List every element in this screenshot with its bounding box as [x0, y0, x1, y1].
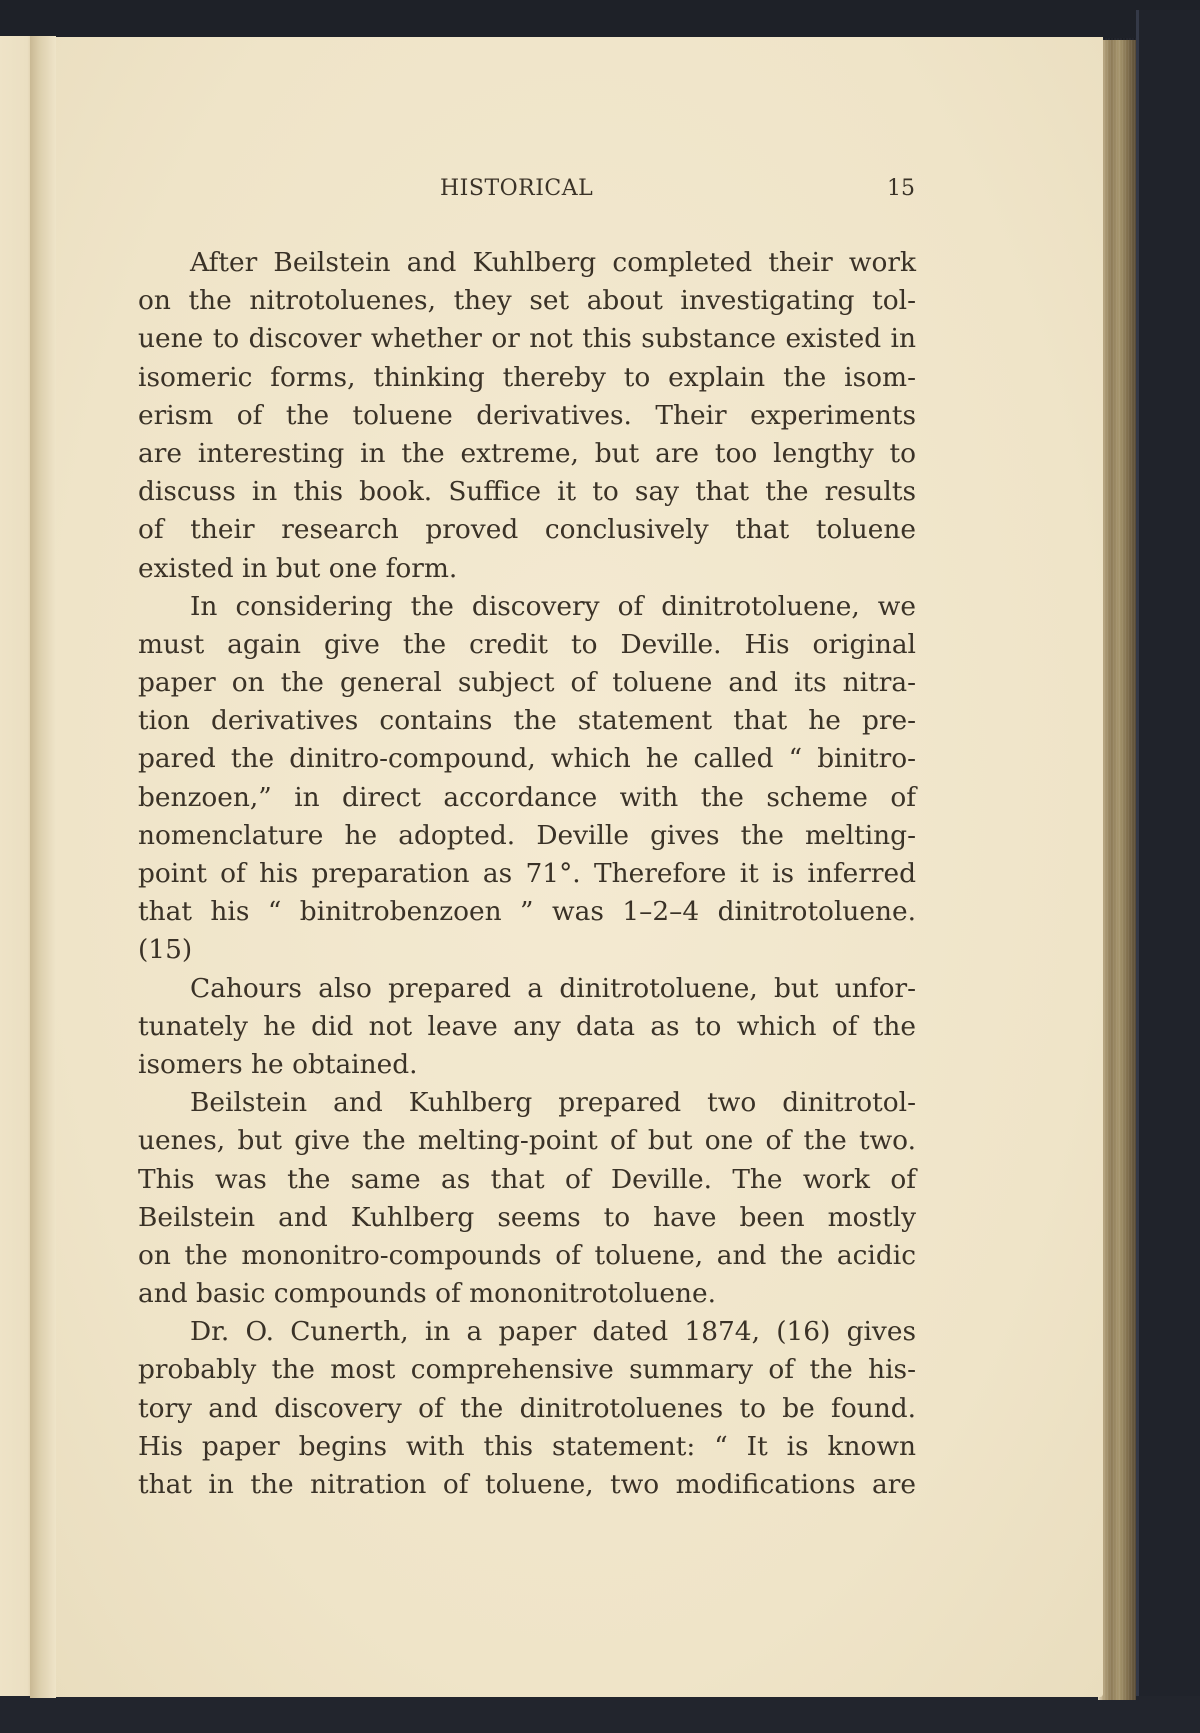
text-line: His paper begins with this statement: “ It is known: [138, 1430, 916, 1462]
text-line: tunately he did not leave any data as to which of the: [138, 1010, 916, 1042]
paragraph: [138, 588, 916, 970]
text-line: In considering the discovery of dinitrotoluene, we: [190, 590, 916, 622]
text-line: tory and discovery of the dinitrotoluenes to be found.: [138, 1392, 916, 1424]
book-gutter: [30, 36, 56, 1698]
text-line: nomenclature he adopted. Deville gives the melting-: [138, 819, 916, 851]
text-line: uene to discover whether or not this substance existed in: [138, 323, 916, 355]
text-line: Cahours also prepared a dinitrotoluene, but unfor-: [190, 972, 916, 1004]
book-cover-right: [1136, 10, 1200, 1733]
text-line: Dr. O. Cunerth, in a paper dated 1874, (16) gives: [190, 1316, 916, 1348]
book-cover-top: [0, 0, 1200, 38]
text-line: existed in but one form.: [138, 552, 458, 584]
paragraph: [138, 970, 916, 1085]
text-line: and basic compounds of mononitrotoluene.: [138, 1278, 717, 1310]
text-line: are interesting in the extreme, but are too lengthy to: [138, 437, 916, 469]
running-head: [140, 176, 915, 206]
text-line: erism of the toluene derivatives. Their experiments: [138, 399, 916, 431]
text-line: that his “ binitrobenzoen ” was 1–2–4 dinitrotoluene.: [138, 896, 916, 928]
text-line: This was the same as that of Deville. The work of: [138, 1163, 916, 1195]
text-line: (15): [138, 934, 193, 966]
text-line: benzoen,” in direct accordance with the scheme of: [138, 781, 916, 813]
text-line: of their research proved conclusively that toluene: [138, 514, 916, 546]
text-line: uenes, but give the melting-point of but one of the two.: [138, 1125, 916, 1157]
text-line: on the mononitro-compounds of toluene, and the acidic: [138, 1239, 916, 1271]
text-line: probably the most comprehensive summary of the his-: [138, 1354, 916, 1386]
text-line: isomers he obtained.: [138, 1048, 418, 1080]
paragraph: [138, 1313, 916, 1504]
text-line: point of his preparation as 71°. Therefore it is inferred: [138, 858, 916, 889]
text-line: pared the dinitro-compound, which he called “ binitro-: [138, 743, 916, 775]
text-line: on the nitrotoluenes, they set about investigating tol-: [138, 285, 916, 317]
text-line: paper on the general subject of toluene and its nitra-: [138, 667, 916, 699]
text-line: isomeric forms, thinking thereby to explain the isom-: [138, 361, 916, 393]
paragraph: [138, 1084, 916, 1313]
page-number: 15: [887, 176, 915, 201]
page-block-fore-edge: [1098, 40, 1136, 1700]
body-text: [138, 244, 916, 1504]
running-title: HISTORICAL: [440, 176, 594, 201]
text-line: Beilstein and Kuhlberg seems to have been mostly: [138, 1201, 916, 1233]
text-line: that in the nitration of toluene, two modifications are: [138, 1469, 916, 1500]
text-line: discuss in this book. Suffice it to say that the results: [138, 476, 916, 508]
text-line: Beilstein and Kuhlberg prepared two dinitrotol-: [190, 1087, 916, 1119]
text-line: must again give the credit to Deville. His original: [138, 628, 916, 660]
paragraph: [138, 244, 916, 588]
left-page-edge: [0, 36, 34, 1696]
text-line: tion derivatives contains the statement that he pre-: [138, 705, 916, 737]
text-line: After Beilstein and Kuhlberg completed their work: [190, 247, 916, 278]
book-cover-bottom: [0, 1696, 1200, 1733]
